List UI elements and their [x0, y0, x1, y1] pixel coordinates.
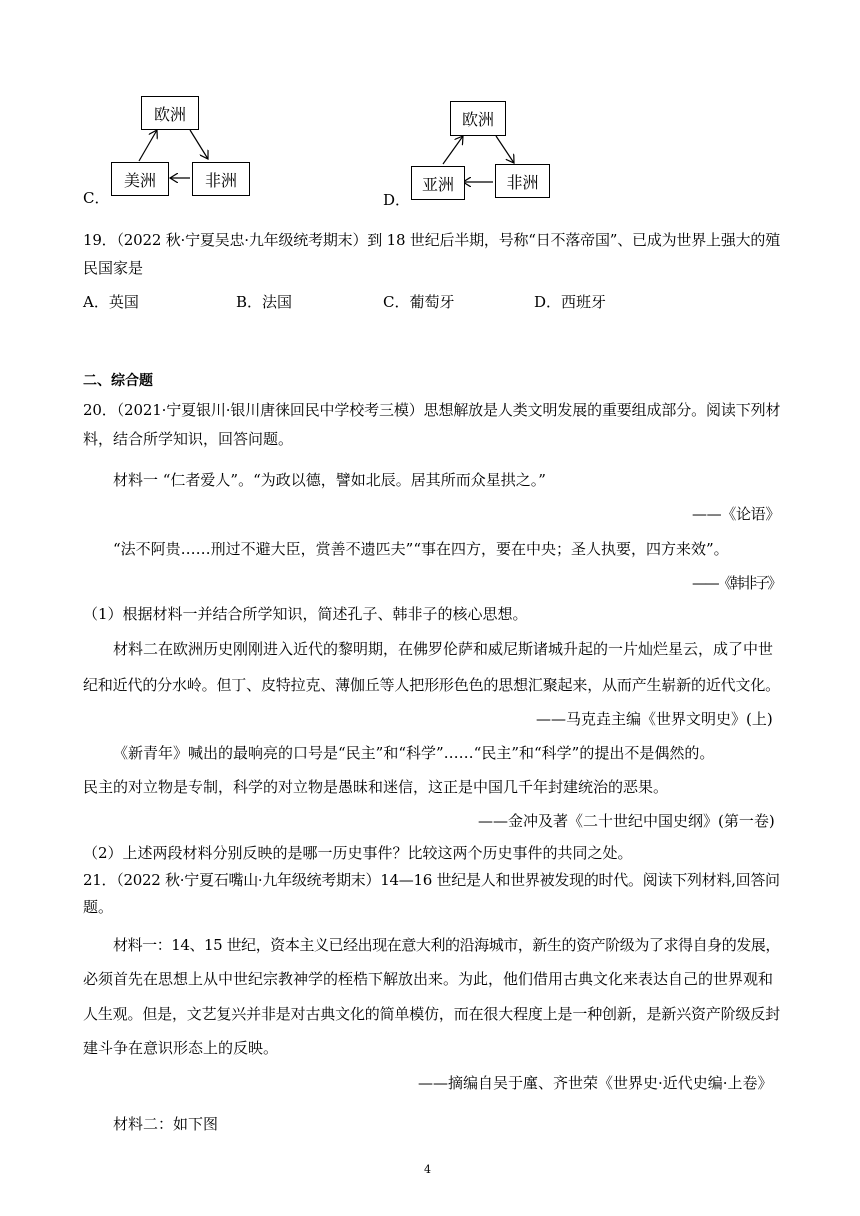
- q21-material1-line1: 材料一：14、15 世纪，资本主义已经出现在意大利的沿海城市，新生的资产阶级为了求得自身的发展，: [113, 936, 780, 954]
- q20-subquestion-2: （2）上述两段材料分别反映的是哪一历史事件？比较这两个历史事件的共同之处。: [83, 844, 633, 862]
- q20-material1-b: “法不阿贵……刑过不避大臣，赏善不遗匹夫”“事在四方，要在中央；圣人执要，四方来效”。: [113, 540, 729, 558]
- box-africa: 非洲: [192, 162, 250, 196]
- q21-material1-line3: 人生观。但是，文艺复兴并非是对古典文化的简单模仿，而在很大程度上是一种创新，是新兴资产阶级反封: [83, 1005, 781, 1023]
- q21-material1-source: ——摘编自吴于廑、齐世荣《世界史·近代史编·上卷》: [418, 1074, 773, 1092]
- option-c-label: C．: [83, 189, 110, 207]
- q21-material2: 材料二：如下图: [113, 1115, 219, 1133]
- option-d-label: D．: [383, 191, 411, 209]
- q21-stem-line2: 题。: [83, 898, 114, 916]
- q20-material1-b-source: ——《韩非子》: [692, 574, 781, 592]
- q19-option-d: D．西班牙: [534, 293, 607, 311]
- q19-stem-line2: 民国家是: [83, 259, 144, 277]
- q21-material1-line2: 必须首先在思想上从中世纪宗教神学的桎梏下解放出来。为此，他们借用古典文化来表达自己的世界观和: [83, 970, 774, 988]
- q19-option-c: C．葡萄牙: [383, 293, 455, 311]
- box-asia: 亚洲: [411, 166, 465, 200]
- q20-stem-line2: 料，结合所学知识，回答问题。: [83, 430, 294, 448]
- box-americas: 美洲: [111, 162, 169, 196]
- section-title: 二、综合题: [83, 373, 153, 389]
- q21-material1-line4: 建斗争在意识形态上的反映。: [83, 1039, 279, 1057]
- box-africa: 非洲: [495, 164, 550, 198]
- q20-material2-b-line1: 《新青年》喊出的最响亮的口号是“民主”和“科学”……“民主”和“科学”的提出不是偶然的。: [113, 744, 715, 762]
- q20-material1-a: 材料一 “仁者爱人”。“为政以德，譬如北辰。居其所而众星拱之。”: [113, 471, 546, 489]
- q20-material2-b-line2: 民主的对立物是专制，科学的对立物是愚昧和迷信，这正是中国几千年封建统治的恶果。: [83, 778, 669, 796]
- q19-option-a: A．英国: [83, 293, 139, 311]
- q20-stem-line1: 20．（2021·宁夏银川·银川唐徕回民中学校考三模）思想解放是人类文明发展的重要组成部分。阅读下列材: [83, 401, 781, 419]
- q19-option-b: B．法国: [236, 293, 293, 311]
- q20-material2-a-source: ——马克垚主编《世界文明史》(上): [536, 710, 773, 728]
- box-europe: 欧洲: [141, 96, 199, 130]
- page-number: 4: [424, 1163, 431, 1176]
- q20-material1-a-source: ——《论语》: [692, 505, 781, 523]
- q21-stem-line1: 21．（2022 秋·宁夏石嘴山·九年级统考期末）14—16 世纪是人和世界被发现的时代。阅读下列材料,回答问: [83, 871, 780, 889]
- q20-material2-a-line1: 材料二在欧洲历史刚刚进入近代的黎明期，在佛罗伦萨和威尼斯诸城升起的一片灿烂星云，成了中世: [113, 640, 774, 658]
- q20-material2-b-source: ——金冲及著《二十世纪中国史纲》(第一卷): [478, 812, 775, 830]
- q20-subquestion-1: （1）根据材料一并结合所学知识，简述孔子、韩非子的核心思想。: [83, 605, 528, 623]
- q19-stem-line1: 19．（2022 秋·宁夏吴忠·九年级统考期末）到 18 世纪后半期，号称“日不落帝国”、已成为世界上强大的殖: [83, 231, 781, 249]
- box-europe: 欧洲: [450, 101, 506, 136]
- q20-material2-a-line2: 纪和近代的分水岭。但丁、皮特拉克、薄伽丘等人把形形色色的思想汇聚起来，从而产生崭新的近代文化。: [83, 676, 781, 694]
